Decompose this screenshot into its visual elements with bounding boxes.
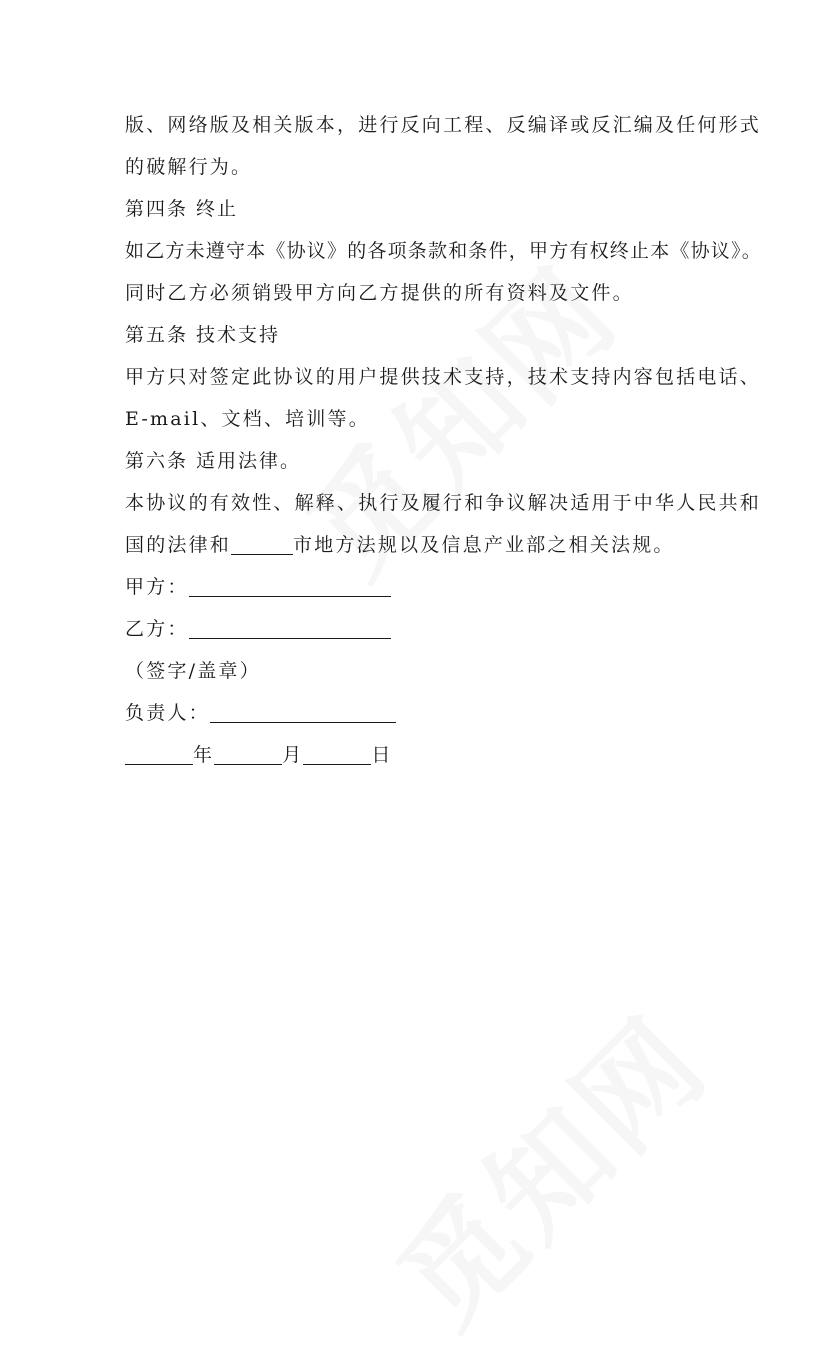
party-b-line bbox=[125, 608, 715, 650]
paragraph-line: 同时乙方必须销毁甲方向乙方提供的所有资料及文件。 bbox=[125, 282, 634, 304]
party-a-signature-blank bbox=[189, 574, 391, 597]
paragraph-line bbox=[125, 524, 715, 566]
document-body bbox=[125, 104, 762, 776]
month-blank bbox=[214, 742, 282, 765]
year-label: 年 bbox=[193, 744, 215, 766]
year-blank bbox=[125, 742, 193, 765]
text-segment: 国的法律和 bbox=[125, 534, 232, 556]
paragraph-line: 如乙方未遵守本《协议》的各项条款和条件，甲方有权终止本《协议》。 bbox=[125, 240, 762, 262]
party-a-label: 甲方： bbox=[125, 576, 189, 598]
party-a-line bbox=[125, 566, 715, 608]
city-blank bbox=[231, 532, 293, 555]
responsible-label: 负责人： bbox=[125, 702, 210, 724]
watermark bbox=[354, 973, 737, 1356]
responsible-line bbox=[125, 692, 715, 734]
paragraph-line: 甲方只对签定此协议的用户提供技术支持，技术支持内容包括电话、 bbox=[125, 366, 762, 388]
party-b-label: 乙方： bbox=[125, 618, 189, 640]
month-label: 月 bbox=[282, 744, 304, 766]
party-b-signature-blank bbox=[189, 616, 391, 639]
text-segment: 市地方法规以及信息产业部之相关法规。 bbox=[293, 534, 675, 556]
day-label: 日 bbox=[371, 744, 393, 766]
responsible-signature-blank bbox=[210, 700, 396, 723]
paragraph-line: 的破解行为。 bbox=[125, 156, 253, 178]
date-line bbox=[125, 734, 715, 776]
section-heading-termination: 第四条 终止 bbox=[125, 198, 239, 220]
paragraph-line: E-mail、文档、培训等。 bbox=[125, 408, 370, 430]
day-blank bbox=[303, 742, 371, 765]
paragraph-line: 本协议的有效性、解释、执行及履行和争议解决适用于中华人民共和 bbox=[125, 492, 762, 514]
section-heading-applicable-law: 第六条 适用法律。 bbox=[125, 450, 302, 472]
sign-note: （签字/盖章） bbox=[125, 660, 261, 682]
section-heading-tech-support: 第五条 技术支持 bbox=[125, 324, 281, 346]
paragraph-line: 版、网络版及相关版本，进行反向工程、反编译或反汇编及任何形式 bbox=[125, 114, 762, 136]
